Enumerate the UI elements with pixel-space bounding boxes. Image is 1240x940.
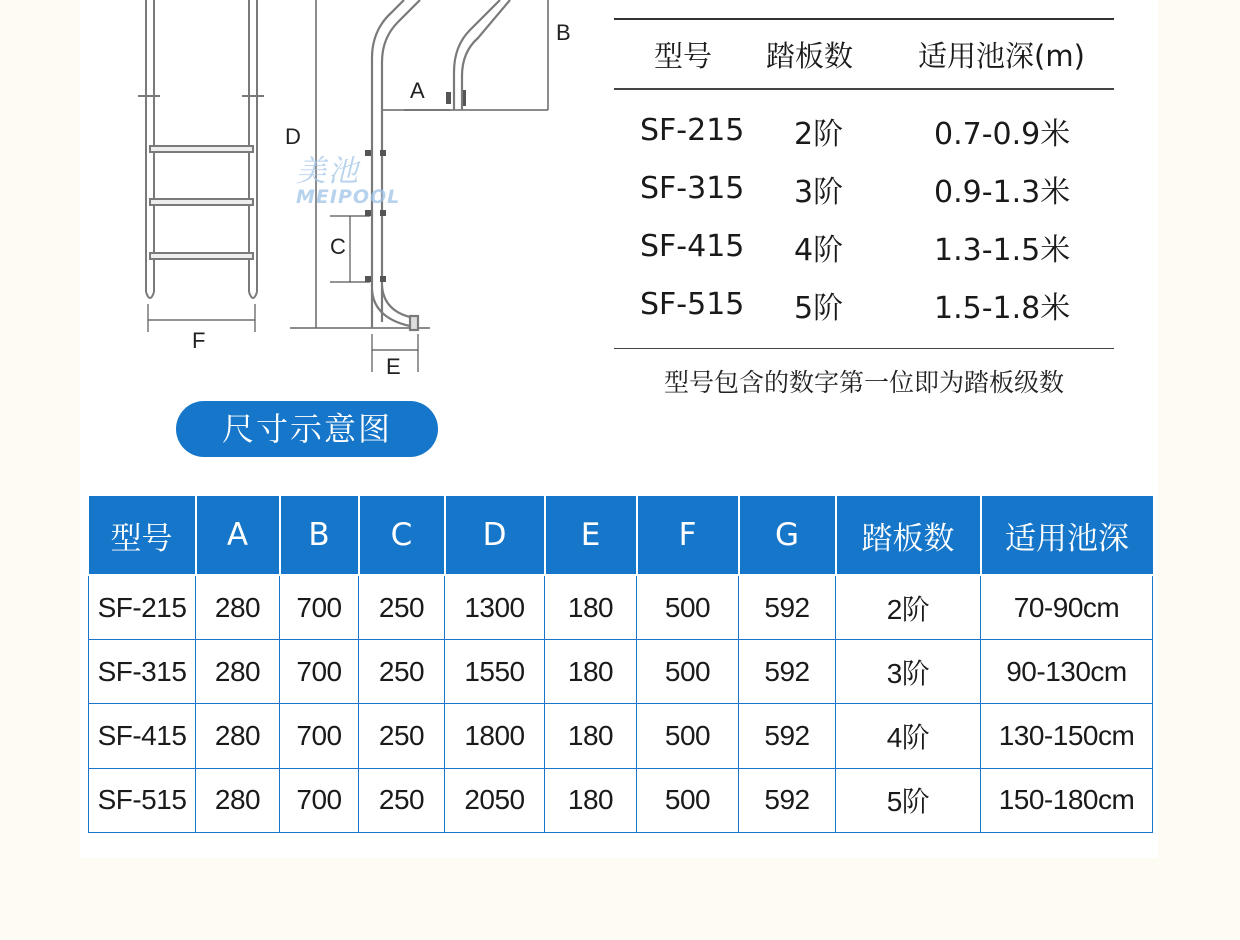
- watermark-cn: 美池: [296, 154, 360, 189]
- table-cell: 250: [359, 575, 445, 640]
- spec-cell-model: SF-215: [640, 113, 745, 148]
- table-cell: 3阶: [836, 640, 981, 704]
- spec-cell-model: SF-515: [640, 287, 745, 322]
- dim-label-a: A: [410, 78, 425, 103]
- spec-header-model: 型号: [654, 38, 713, 73]
- spec-header-depth: 适用池深(m): [918, 38, 1085, 73]
- spec-table: [614, 18, 1114, 399]
- spec-cell-model: SF-315: [640, 171, 745, 206]
- dim-header-d: D: [445, 496, 545, 575]
- table-cell: 700: [280, 640, 359, 704]
- table-cell: 90-130cm: [981, 640, 1153, 704]
- table-cell: 280: [196, 768, 280, 832]
- table-row: [89, 575, 1153, 640]
- dimension-table: [88, 496, 1153, 833]
- table-cell: 2050: [445, 768, 545, 832]
- spec-cell-depth: 0.7-0.9米: [934, 116, 1071, 152]
- diagram-caption-button: 尺寸示意图: [176, 401, 438, 457]
- spec-cell-steps: 4阶: [794, 232, 844, 268]
- table-cell: 2阶: [836, 575, 981, 640]
- dim-label-f: F: [192, 328, 206, 353]
- dim-header-steps: 踏板数: [836, 496, 981, 575]
- table-cell: 280: [196, 640, 280, 704]
- spec-cell-steps: 3阶: [794, 174, 844, 210]
- dim-header-f: F: [637, 496, 739, 575]
- dim-header-g: G: [739, 496, 836, 575]
- table-cell: 180: [545, 575, 637, 640]
- watermark-en: MEIPOOL: [296, 186, 401, 208]
- table-cell: 180: [545, 768, 637, 832]
- table-row: [89, 768, 1153, 832]
- dimension-header-row: [89, 496, 1153, 575]
- table-cell: 180: [545, 640, 637, 704]
- table-cell: 180: [545, 704, 637, 768]
- table-cell: 592: [739, 640, 836, 704]
- table-cell: 70-90cm: [981, 575, 1153, 640]
- table-cell: SF-415: [89, 704, 196, 768]
- table-cell: 250: [359, 768, 445, 832]
- table-cell: 592: [739, 575, 836, 640]
- spec-cell-model: SF-415: [640, 229, 745, 264]
- dim-label-c: C: [330, 234, 346, 259]
- spec-row: [614, 160, 1114, 218]
- spec-row: [614, 102, 1114, 160]
- table-cell: 250: [359, 704, 445, 768]
- table-cell: SF-315: [89, 640, 196, 704]
- dim-label-b: B: [556, 20, 571, 45]
- table-cell: 500: [637, 640, 739, 704]
- dim-header-a: A: [196, 496, 280, 575]
- table-cell: 280: [196, 704, 280, 768]
- dim-header-b: B: [280, 496, 359, 575]
- table-cell: 700: [280, 704, 359, 768]
- dim-label-d: D: [285, 124, 301, 149]
- spec-cell-depth: 1.3-1.5米: [934, 232, 1071, 268]
- table-cell: 5阶: [836, 768, 981, 832]
- table-cell: 700: [280, 768, 359, 832]
- spec-row: [614, 218, 1114, 276]
- spec-cell-steps: 5阶: [794, 290, 844, 326]
- table-cell: 280: [196, 575, 280, 640]
- spec-body: [614, 90, 1114, 348]
- table-cell: SF-215: [89, 575, 196, 640]
- table-cell: 592: [739, 704, 836, 768]
- table-cell: 592: [739, 768, 836, 832]
- table-cell: SF-515: [89, 768, 196, 832]
- table-cell: 1550: [445, 640, 545, 704]
- spec-header-row: [614, 20, 1114, 88]
- table-cell: 250: [359, 640, 445, 704]
- dim-header-e: E: [545, 496, 637, 575]
- spec-header-steps: 踏板数: [766, 38, 854, 73]
- meipool-watermark: [296, 156, 400, 206]
- spec-note: 型号包含的数字第一位即为踏板级数: [663, 368, 1064, 397]
- table-cell: 500: [637, 575, 739, 640]
- table-row: [89, 704, 1153, 768]
- table-cell: 1800: [445, 704, 545, 768]
- spec-bottom-rule: [614, 348, 1114, 350]
- spec-row: [614, 276, 1114, 334]
- dim-header-depth: 适用池深: [981, 496, 1153, 575]
- table-cell: 500: [637, 704, 739, 768]
- table-cell: 500: [637, 768, 739, 832]
- dim-header-model: 型号: [89, 496, 196, 575]
- dim-label-e: E: [386, 354, 401, 379]
- table-cell: 4阶: [836, 704, 981, 768]
- table-cell: 1300: [445, 575, 545, 640]
- table-cell: 130-150cm: [981, 704, 1153, 768]
- table-row: [89, 640, 1153, 704]
- spec-cell-depth: 1.5-1.8米: [934, 290, 1071, 326]
- spec-cell-depth: 0.9-1.3米: [934, 174, 1071, 210]
- table-cell: 700: [280, 575, 359, 640]
- dim-header-c: C: [359, 496, 445, 575]
- spec-cell-steps: 2阶: [794, 116, 844, 152]
- table-cell: 150-180cm: [981, 768, 1153, 832]
